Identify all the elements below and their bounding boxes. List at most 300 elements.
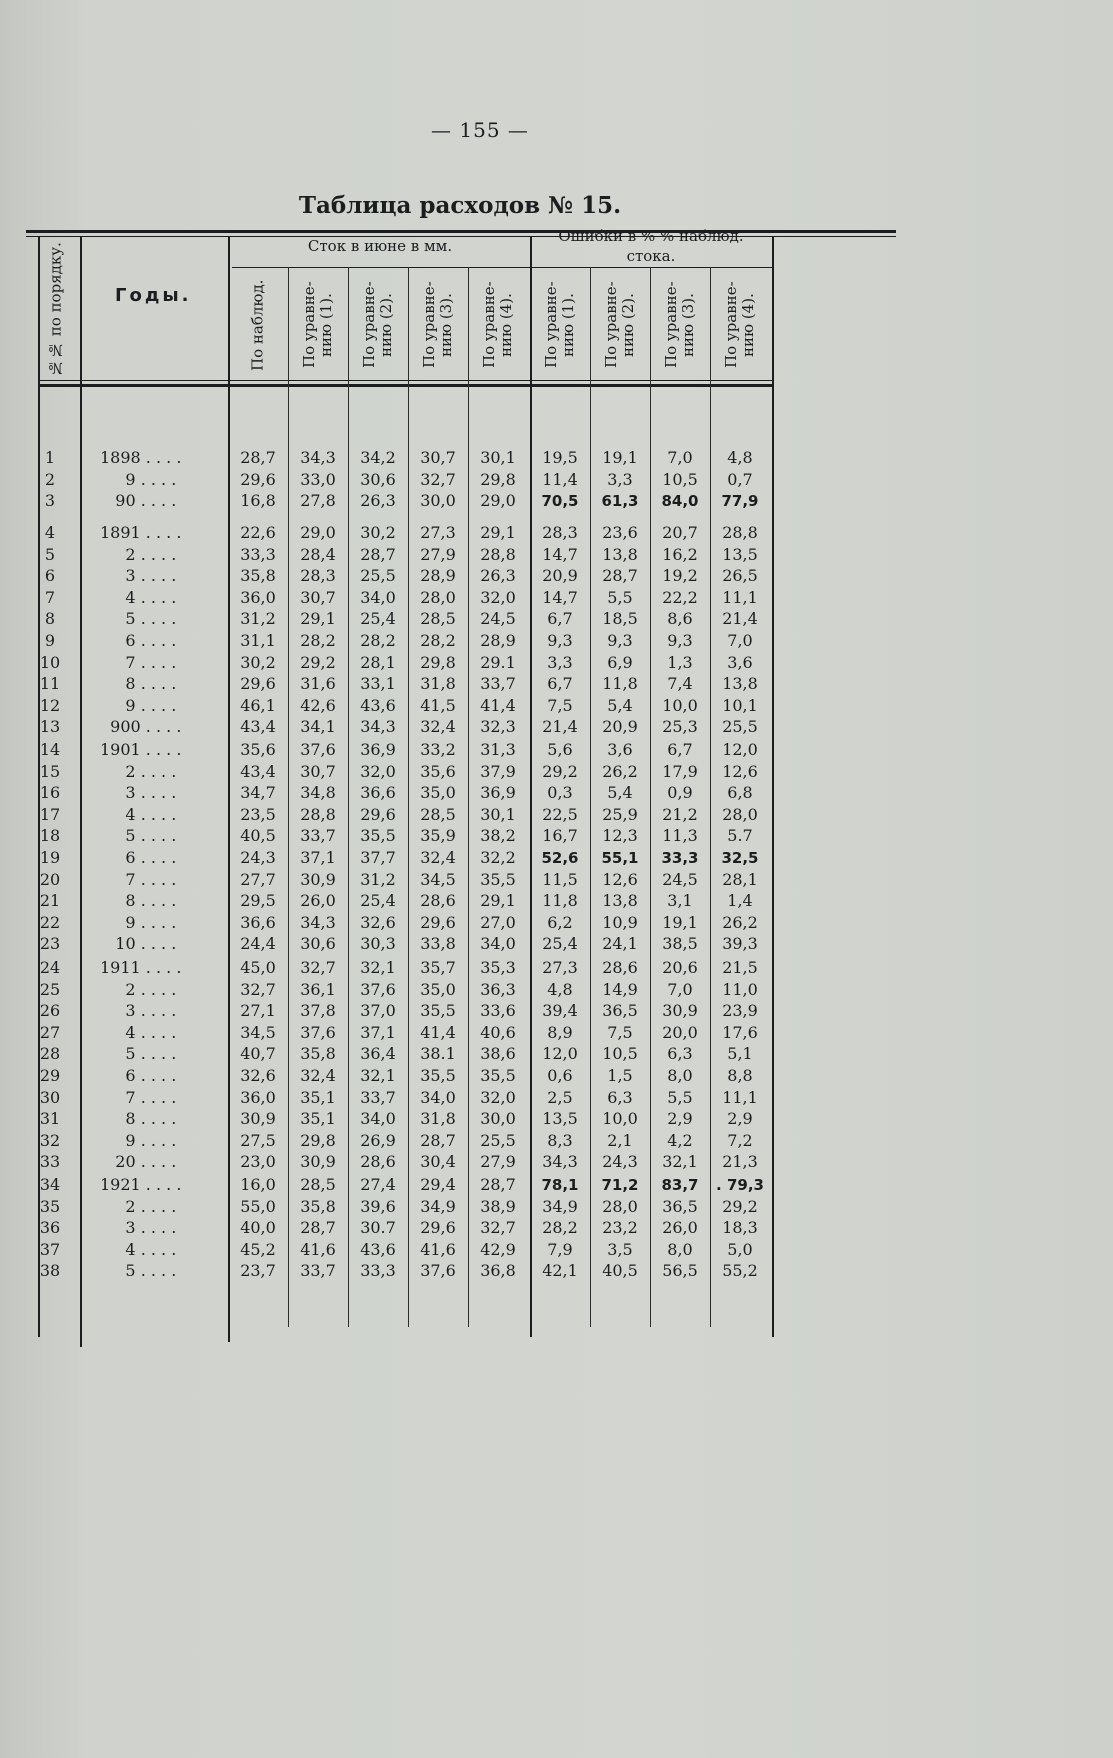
row-number: 37 (39, 1239, 61, 1259)
row-year: 4 . . . . (100, 1022, 177, 1042)
row-value: 41,5 (420, 695, 456, 715)
row-value: 40,0 (240, 1218, 276, 1238)
row-value: 35,8 (300, 1196, 336, 1216)
table-row (30, 848, 895, 868)
row-value: 24,3 (240, 848, 276, 867)
row-value: 22,5 (542, 804, 578, 824)
row-value: 5,6 (547, 740, 573, 759)
row-value: 34,0 (420, 1087, 456, 1107)
row-value: 33,6 (480, 1001, 516, 1021)
row-value: 3,5 (607, 1239, 633, 1259)
row-value: 22,6 (240, 523, 276, 542)
row-value: 36,0 (240, 587, 276, 607)
row-number: 38 (39, 1261, 61, 1281)
row-value: 7,0 (727, 631, 753, 650)
row-value: 42,9 (480, 1239, 516, 1259)
row-year: 6 . . . . (100, 848, 177, 867)
table-row (30, 740, 895, 760)
row-value: 27,0 (480, 912, 516, 932)
row-value: 37,1 (300, 848, 336, 867)
row-value: 36,9 (360, 740, 396, 759)
row-value: 31,6 (300, 674, 336, 694)
row-number: 31 (39, 1109, 61, 1129)
row-year: 5 . . . . (100, 826, 177, 846)
row-value: 32,4 (420, 717, 456, 737)
row-value: 37,9 (480, 761, 516, 781)
row-value: 28,8 (722, 523, 758, 542)
row-value: 18,3 (722, 1218, 758, 1238)
row-value: 41,6 (300, 1239, 336, 1259)
row-number: 20 (39, 869, 61, 889)
row-value: 37,0 (360, 1001, 396, 1021)
row-value: 14,7 (542, 587, 578, 607)
row-value: 37,6 (300, 1022, 336, 1042)
row-value: 32,1 (662, 1152, 698, 1172)
row-value: 32,5 (721, 849, 759, 867)
row-value: 13,8 (602, 544, 638, 564)
row-number: 25 (39, 979, 61, 999)
row-year: 10 . . . . (100, 934, 177, 954)
row-year: 20 . . . . (100, 1152, 177, 1172)
row-value: 32,4 (300, 1066, 336, 1085)
row-value: 35,6 (420, 761, 456, 781)
row-year: 8 . . . . (100, 1109, 177, 1129)
table-row (30, 934, 895, 954)
row-value: 35,5 (480, 1066, 516, 1085)
row-value: 35,8 (300, 1044, 336, 1064)
table-row (30, 631, 895, 651)
row-number: 10 (39, 652, 61, 672)
row-value: 27,7 (240, 869, 276, 889)
row-value: 7,0 (667, 979, 693, 999)
row-value: 38,6 (480, 1044, 516, 1064)
row-value: 10,9 (602, 912, 638, 932)
row-value: 37,6 (420, 1261, 456, 1281)
row-value: 52,6 (541, 849, 579, 867)
row-value: 32,7 (240, 979, 276, 999)
page-number: — 155 — (431, 118, 529, 142)
row-value: 16,2 (662, 544, 698, 564)
row-year: 7 . . . . (100, 652, 177, 672)
row-number: 16 (39, 783, 61, 803)
row-value: 11,1 (722, 1087, 758, 1107)
row-value: 7,0 (667, 448, 693, 467)
row-value: 32,1 (360, 1066, 396, 1085)
row-value: 32,2 (480, 848, 516, 867)
row-number: 21 (39, 891, 61, 911)
row-value: 37,1 (360, 1022, 396, 1042)
table-row (30, 1109, 895, 1129)
row-number: 26 (39, 1001, 61, 1021)
row-value: 12,6 (722, 761, 758, 781)
row-value: 28,0 (722, 804, 758, 824)
row-value: 4,8 (727, 448, 753, 467)
row-year: 2 . . . . (100, 1196, 177, 1216)
row-year: 1898 . . . . (100, 448, 182, 467)
row-value: 27,5 (240, 1130, 276, 1150)
row-value: 36,8 (480, 1261, 516, 1281)
row-value: 32,0 (360, 761, 396, 781)
row-value: 5.7 (727, 826, 753, 846)
table-row (30, 1088, 895, 1108)
table-row (30, 1175, 895, 1195)
row-value: 28,6 (602, 958, 638, 977)
row-value: 35,5 (420, 1066, 456, 1085)
table-row (30, 653, 895, 673)
row-value: 23,0 (240, 1152, 276, 1172)
row-value: 32,3 (480, 717, 516, 737)
row-value: 40,5 (602, 1261, 638, 1281)
row-value: 6,3 (667, 1044, 693, 1064)
row-value: 34,3 (542, 1152, 578, 1172)
row-value: 17,9 (662, 761, 698, 781)
row-value: 36,9 (480, 783, 516, 803)
row-value: 11,3 (662, 826, 698, 846)
row-value: 29,2 (722, 1196, 758, 1216)
row-value: 20,9 (602, 717, 638, 737)
row-year: 7 . . . . (100, 869, 177, 889)
row-value: 11,1 (722, 587, 758, 607)
row-year: 2 . . . . (100, 979, 177, 999)
row-value: 36,5 (662, 1196, 698, 1216)
row-value: 29,2 (542, 761, 578, 781)
row-value: 31,2 (360, 869, 396, 889)
table-row (30, 1197, 895, 1217)
row-value: 30,9 (662, 1001, 698, 1021)
row-year: 9 . . . . (100, 469, 177, 489)
row-value: 35,5 (360, 826, 396, 846)
row-value: 34,3 (300, 448, 336, 467)
row-value: 27,3 (420, 523, 456, 542)
row-value: 3,3 (607, 469, 633, 489)
row-value: 25,5 (480, 1130, 516, 1150)
row-value: 12,3 (602, 826, 638, 846)
row-value: 30,9 (240, 1109, 276, 1129)
row-value: 30,4 (420, 1152, 456, 1172)
row-year: 4 . . . . (100, 587, 177, 607)
row-value: 55,1 (601, 849, 639, 867)
table-row (30, 491, 895, 511)
row-value: 2,9 (667, 1109, 693, 1129)
row-year: 8 . . . . (100, 891, 177, 911)
row-year: 4 . . . . (100, 804, 177, 824)
row-value: 10,5 (662, 469, 698, 489)
row-value: 6,7 (547, 609, 573, 629)
row-value: 28,3 (300, 566, 336, 586)
row-value: 42,1 (542, 1261, 578, 1281)
row-value: 24,1 (602, 934, 638, 954)
group-header-errors: Ошибки в % % наблюд. стока. (558, 227, 744, 265)
row-value: 33,8 (420, 934, 456, 954)
row-value: 30,7 (300, 761, 336, 781)
table-row (30, 805, 895, 825)
table-row (30, 609, 895, 629)
row-value: 27,9 (420, 544, 456, 564)
row-value: 30,2 (240, 652, 276, 672)
row-value: 21,5 (722, 958, 758, 977)
row-value: 18,5 (602, 609, 638, 629)
row-value: 33,7 (300, 826, 336, 846)
table-row (30, 1001, 895, 1021)
row-value: 35,5 (480, 869, 516, 889)
row-value: 32,0 (480, 1087, 516, 1107)
row-value: 33,0 (300, 469, 336, 489)
row-value: 33,1 (360, 674, 396, 694)
row-number: 3 (44, 491, 56, 511)
row-year: 5 . . . . (100, 609, 177, 629)
row-number: 27 (39, 1022, 61, 1042)
row-value: 36,1 (300, 979, 336, 999)
row-value: 39,4 (542, 1001, 578, 1021)
row-year: 9 . . . . (100, 695, 177, 715)
row-value: 32,7 (480, 1218, 516, 1238)
row-value: 25,5 (722, 717, 758, 737)
row-number: 6 (44, 566, 56, 586)
row-value: 25,5 (360, 566, 396, 586)
row-year: 7 . . . . (100, 1087, 177, 1107)
row-number: 28 (39, 1044, 61, 1064)
col-header-years: Годы. (115, 285, 192, 306)
row-value: 37,8 (300, 1001, 336, 1021)
row-value: 28,7 (480, 1175, 516, 1194)
row-value: 28,1 (360, 652, 396, 672)
row-value: 4,8 (547, 979, 573, 999)
row-year: 3 . . . . (100, 1218, 177, 1238)
row-value: 29,6 (240, 469, 276, 489)
row-number: 12 (39, 695, 61, 715)
row-value: 27,1 (240, 1001, 276, 1021)
row-value: 16,7 (542, 826, 578, 846)
row-value: 20,7 (662, 523, 698, 542)
row-value: 13,8 (602, 891, 638, 911)
row-value: 36,6 (240, 912, 276, 932)
row-value: 29,8 (300, 1130, 336, 1150)
row-number: 35 (39, 1196, 61, 1216)
row-value: 41,6 (420, 1239, 456, 1259)
row-value: 34,3 (300, 912, 336, 932)
row-year: 3 . . . . (100, 566, 177, 586)
row-number: 34 (39, 1175, 61, 1194)
table-row (30, 870, 895, 890)
row-value: 23,9 (722, 1001, 758, 1021)
table-row (30, 1240, 895, 1260)
row-value: 28,8 (300, 804, 336, 824)
row-value: 36,6 (360, 783, 396, 803)
row-number: 17 (39, 804, 61, 824)
row-value: 3,6 (607, 740, 633, 759)
row-value: 3,1 (667, 891, 693, 911)
row-value: 20,9 (542, 566, 578, 586)
row-value: 29,1 (480, 523, 516, 542)
table-row (30, 545, 895, 565)
row-value: 55,0 (240, 1196, 276, 1216)
row-year: 2 . . . . (100, 761, 177, 781)
row-value: 35,0 (420, 783, 456, 803)
row-number: 1 (44, 448, 56, 467)
row-value: 14,9 (602, 979, 638, 999)
row-value: 42,6 (300, 695, 336, 715)
row-value: 26,2 (602, 761, 638, 781)
row-number: 19 (39, 848, 61, 867)
row-value: 28,1 (722, 869, 758, 889)
row-value: 28,5 (420, 804, 456, 824)
table-row (30, 588, 895, 608)
row-number: 9 (44, 631, 56, 650)
row-value: 43,4 (240, 761, 276, 781)
row-value: 3,3 (547, 652, 573, 672)
row-value: 61,3 (601, 492, 639, 511)
row-number: 15 (39, 761, 61, 781)
row-value: 27,8 (300, 491, 336, 511)
row-year: 9 . . . . (100, 1130, 177, 1150)
row-value: 28,0 (602, 1196, 638, 1216)
row-value: 10,0 (602, 1109, 638, 1129)
row-value: 38.1 (420, 1044, 456, 1064)
row-value: 24,5 (662, 869, 698, 889)
row-value: 35,3 (480, 958, 516, 977)
row-value: 34,2 (360, 448, 396, 467)
row-value: 30,1 (480, 448, 516, 467)
row-value: 32,0 (480, 587, 516, 607)
row-value: 2,9 (727, 1109, 753, 1129)
row-value: 33,3 (240, 544, 276, 564)
row-value: 0,6 (547, 1066, 573, 1085)
row-value: 30,6 (300, 934, 336, 954)
row-value: 23,7 (240, 1261, 276, 1281)
row-value: 11,0 (722, 979, 758, 999)
row-value: 27,3 (542, 958, 578, 977)
row-value: 28,2 (300, 631, 336, 650)
table-row (30, 913, 895, 933)
row-value: 32,4 (420, 848, 456, 867)
row-value: 27,9 (480, 1152, 516, 1172)
row-value: 36,5 (602, 1001, 638, 1021)
table-title: Таблица расходов № 15. (298, 192, 622, 219)
discharge-table (30, 227, 895, 1495)
row-value: 32,7 (300, 958, 336, 977)
row-value: 30,9 (300, 1152, 336, 1172)
row-value: 30,6 (360, 469, 396, 489)
row-value: 28,7 (240, 448, 276, 467)
row-value: 34,1 (300, 717, 336, 737)
row-number: 29 (39, 1066, 61, 1085)
table-row (30, 762, 895, 782)
row-value: 5,5 (607, 587, 633, 607)
row-value: 28,9 (420, 566, 456, 586)
row-value: 0,9 (667, 783, 693, 803)
row-value: 28,7 (420, 1130, 456, 1150)
row-value: 38,2 (480, 826, 516, 846)
row-value: 39,3 (722, 934, 758, 954)
table-row (30, 717, 895, 737)
row-number: 24 (39, 958, 61, 977)
row-value: 26,5 (722, 566, 758, 586)
row-value: 84,0 (661, 492, 699, 511)
sub-header-eq3: По уравне- нию (3). (420, 281, 455, 369)
row-value: 34,7 (240, 783, 276, 803)
row-value: 30,3 (360, 934, 396, 954)
row-year: 5 . . . . (100, 1044, 177, 1064)
row-number: 23 (39, 934, 61, 954)
sub-header-eq1: По уравне- нию (1). (300, 281, 335, 369)
row-value: 11,4 (542, 469, 578, 489)
row-value: 43,4 (240, 717, 276, 737)
row-value: 25,4 (360, 891, 396, 911)
row-value: 38,5 (662, 934, 698, 954)
row-value: 6,7 (547, 674, 573, 694)
sub-header-err3: По уравне- нию (3). (662, 281, 697, 369)
row-value: 34,9 (420, 1196, 456, 1216)
table-row (30, 696, 895, 716)
row-value: 40,6 (480, 1022, 516, 1042)
row-value: 8,3 (547, 1130, 573, 1150)
row-year: 9 . . . . (100, 912, 177, 932)
row-value: 35,1 (300, 1109, 336, 1129)
row-value: 41,4 (420, 1022, 456, 1042)
row-value: 26,2 (722, 912, 758, 932)
row-value: 31,8 (420, 674, 456, 694)
group-header-flow: Сток в июне в мм. (307, 237, 453, 255)
row-value: 13,8 (722, 674, 758, 694)
row-value: 20,6 (662, 958, 698, 977)
row-value: 7,4 (667, 674, 693, 694)
row-year: 90 . . . . (100, 491, 177, 511)
row-value: 29,4 (420, 1175, 456, 1194)
row-value: 37,6 (300, 740, 336, 759)
row-value: 9,3 (607, 631, 633, 650)
row-value: 29,8 (480, 469, 516, 489)
table-row (30, 448, 895, 468)
row-value: 26,3 (480, 566, 516, 586)
row-value: 10,1 (722, 695, 758, 715)
row-value: 35,5 (420, 1001, 456, 1021)
row-value: 26,0 (300, 891, 336, 911)
row-number: 22 (39, 912, 61, 932)
row-value: 31,8 (420, 1109, 456, 1129)
row-value: . 79,3 (716, 1176, 764, 1194)
table-row (30, 891, 895, 911)
row-value: 33,7 (360, 1087, 396, 1107)
row-value: 56,5 (662, 1261, 698, 1281)
row-value: 13,5 (722, 544, 758, 564)
row-year: 1891 . . . . (100, 523, 182, 542)
row-value: 28,2 (360, 631, 396, 650)
table-row (30, 1152, 895, 1172)
row-value: 33,7 (300, 1261, 336, 1281)
row-number: 33 (39, 1152, 61, 1172)
row-value: 37,7 (360, 848, 396, 867)
row-value: 7,9 (547, 1239, 573, 1259)
row-value: 6,2 (547, 912, 573, 932)
row-value: 28,0 (420, 587, 456, 607)
table-row (30, 1044, 895, 1064)
row-value: 29,6 (420, 912, 456, 932)
table-row (30, 470, 895, 490)
row-value: 29,6 (240, 674, 276, 694)
row-value: 29,2 (300, 652, 336, 672)
row-value: 33,7 (480, 674, 516, 694)
row-value: 24,4 (240, 934, 276, 954)
row-value: 70,5 (541, 492, 579, 511)
row-year: 1911 . . . . (100, 958, 182, 977)
row-value: 34,9 (542, 1196, 578, 1216)
row-value: 34,3 (360, 717, 396, 737)
row-value: 28,2 (420, 631, 456, 650)
sub-header-eq2: По уравне- нию (2). (360, 281, 395, 369)
row-value: 33,2 (420, 740, 456, 759)
row-value: 41,4 (480, 695, 516, 715)
row-value: 28,9 (480, 631, 516, 650)
